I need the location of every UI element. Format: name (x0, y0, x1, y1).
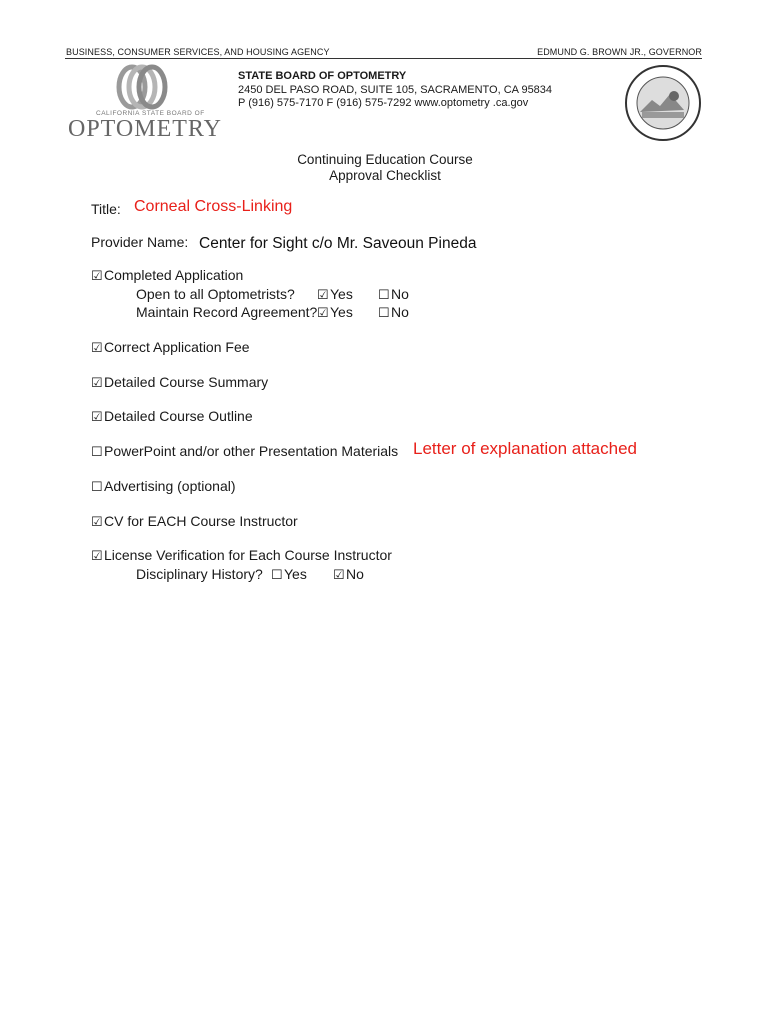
label-disciplinary: Disciplinary History? (136, 566, 263, 582)
option-open-no (378, 286, 409, 303)
label-cv: CV for EACH Course Instructor (104, 513, 298, 529)
item-cv (91, 513, 298, 530)
label-open-to-all: Open to all Optometrists? (136, 286, 295, 302)
item-powerpoint (91, 443, 398, 460)
checkbox-advertising[interactable]: ☐ (91, 479, 103, 494)
agency-name: BUSINESS, CONSUMER SERVICES, AND HOUSING AGENCY (66, 47, 330, 57)
label-yes: Yes (330, 304, 353, 320)
california-seal (624, 64, 702, 142)
checkbox-completed-application[interactable]: ☑ (91, 268, 103, 283)
powerpoint-note[interactable]: Letter of explanation attached (413, 439, 637, 458)
label-course-outline: Detailed Course Outline (104, 408, 253, 424)
label-yes: Yes (330, 286, 353, 302)
item-advertising (91, 478, 236, 495)
doc-title-line2: Approval Checklist (329, 168, 441, 183)
checkbox-course-outline[interactable]: ☑ (91, 409, 103, 424)
title-value[interactable]: Corneal Cross-Linking (134, 198, 293, 215)
label-license: License Verification for Each Course Instructor (104, 547, 392, 563)
label-correct-fee: Correct Application Fee (104, 339, 250, 355)
item-license (91, 547, 392, 564)
label-course-summary: Detailed Course Summary (104, 374, 269, 390)
checkbox-disciplinary-yes[interactable]: ☐ (271, 567, 283, 582)
governor-name: EDMUND G. BROWN JR., GOVERNOR (537, 47, 702, 57)
checkbox-record-yes[interactable]: ☑ (317, 305, 329, 320)
checkbox-cv[interactable]: ☑ (91, 514, 103, 529)
org-name: STATE BOARD OF OPTOMETRY (238, 70, 407, 82)
checkbox-powerpoint[interactable]: ☐ (91, 444, 103, 459)
label-no: No (391, 304, 409, 320)
provider-label: Provider Name: (91, 234, 189, 250)
state-seal-icon (624, 64, 702, 142)
checkbox-correct-fee[interactable]: ☑ (91, 340, 103, 355)
logo-top-text: CALIFORNIA STATE BOARD OF (96, 110, 205, 117)
label-powerpoint: PowerPoint and/or other Presentation Materials (104, 443, 399, 459)
option-disciplinary-yes (271, 566, 307, 583)
checkbox-course-summary[interactable]: ☑ (91, 375, 103, 390)
item-completed-application (91, 267, 243, 284)
checkbox-open-yes[interactable]: ☑ (317, 287, 329, 302)
checkbox-open-no[interactable]: ☐ (378, 287, 390, 302)
item-correct-fee (91, 339, 250, 356)
doc-title-line1: Continuing Education Course (297, 152, 473, 167)
logo-wordmark: OPTOMETRY (68, 116, 222, 142)
label-no: No (391, 286, 409, 302)
title-label: Title: (91, 201, 121, 217)
label-yes: Yes (284, 566, 307, 582)
option-record-yes (317, 304, 353, 321)
option-record-no (378, 304, 409, 321)
option-open-yes (317, 286, 353, 303)
option-disciplinary-no (333, 566, 364, 583)
checkbox-record-no[interactable]: ☐ (378, 305, 390, 320)
optometry-logo (66, 64, 222, 142)
checkbox-disciplinary-no[interactable]: ☑ (333, 567, 345, 582)
org-contact: P (916) 575-7170 F (916) 575-7292 www.optometry .ca.gov (238, 97, 529, 109)
provider-value[interactable]: Center for Sight c/o Mr. Saveoun Pineda (199, 235, 477, 252)
header-divider (65, 58, 702, 59)
org-address: 2450 DEL PASO ROAD, SUITE 105, SACRAMENTO, CA 95834 (238, 84, 553, 96)
logo-rings-icon (66, 64, 216, 110)
label-completed-application: Completed Application (104, 267, 244, 283)
label-maintain-record: Maintain Record Agreement? (136, 304, 318, 320)
label-no: No (346, 566, 364, 582)
item-course-outline (91, 408, 253, 425)
checkbox-license[interactable]: ☑ (91, 548, 103, 563)
label-advertising: Advertising (optional) (104, 478, 236, 494)
item-course-summary (91, 374, 268, 391)
